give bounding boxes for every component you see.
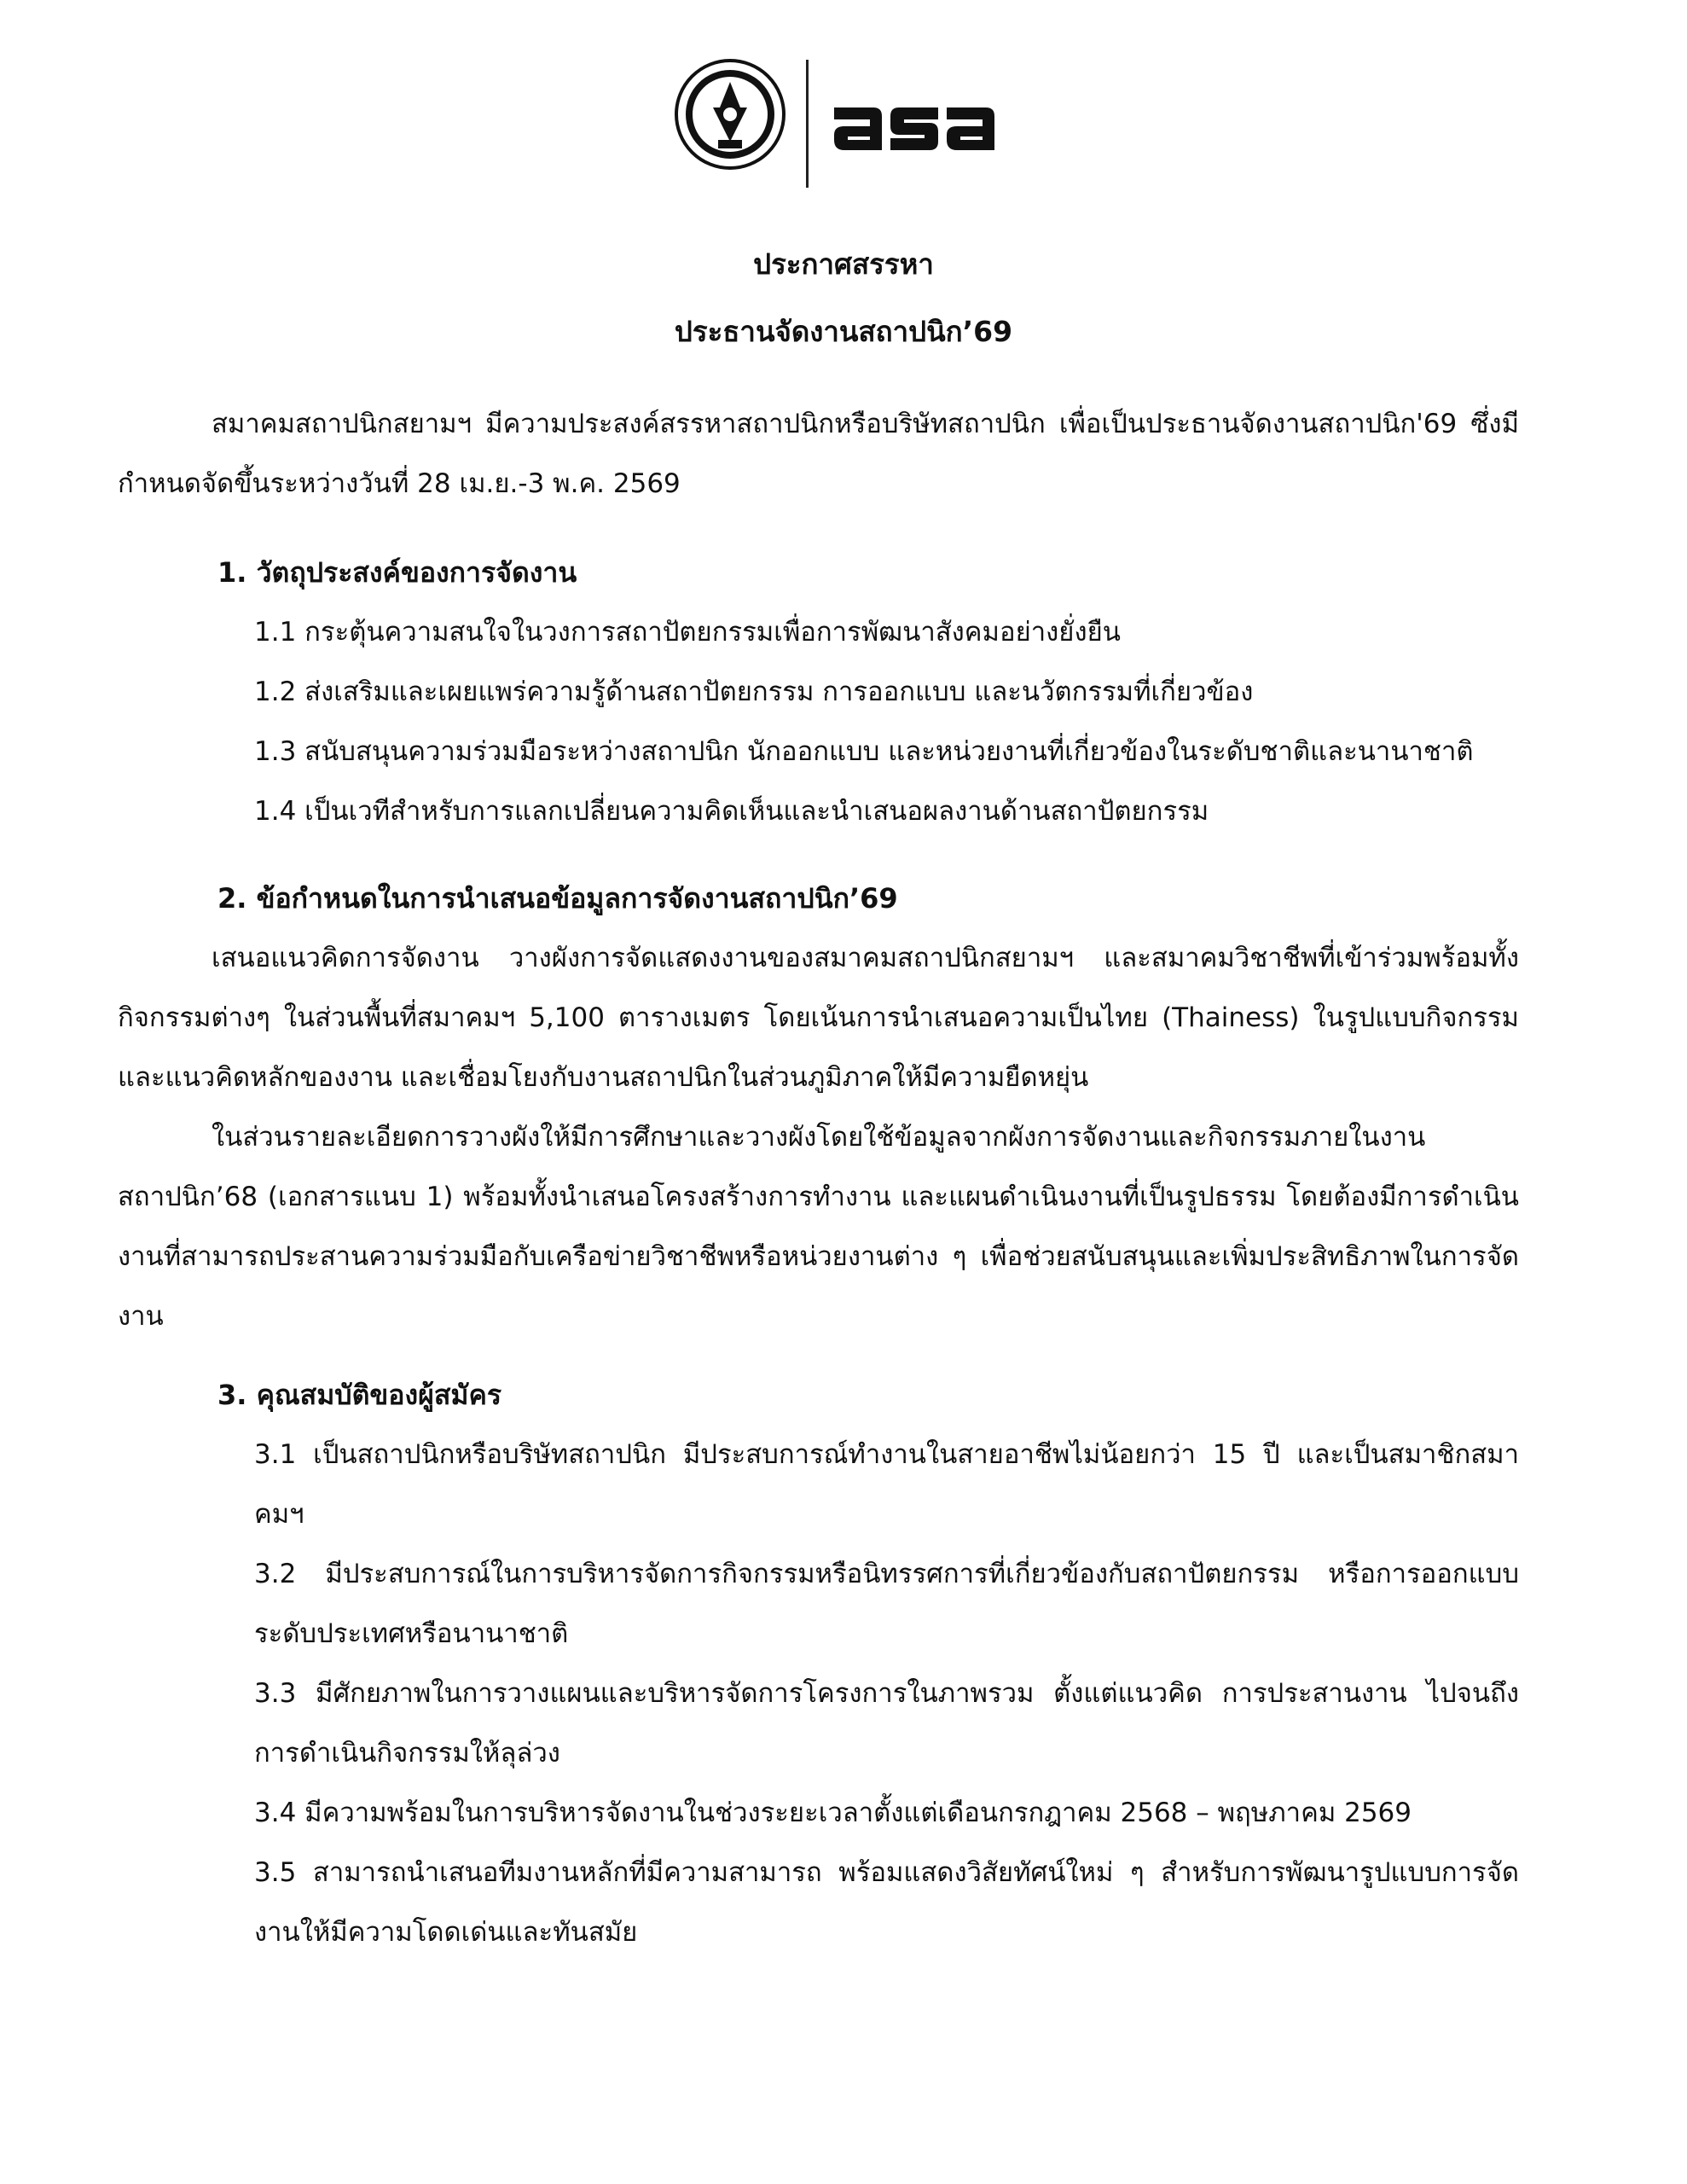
section1-heading: 1. วัตถุประสงค์ของการจัดงาน bbox=[217, 556, 577, 589]
section2-heading: 2. ข้อกำหนดในการนำเสนอข้อมูลการจัดงานสถาปนิก’69 bbox=[217, 882, 898, 915]
section1-item: 1.1 กระตุ้นความสนใจในวงการสถาปัตยกรรมเพื่อการพัฒนาสังคมอย่างยั่งยืน bbox=[254, 617, 1121, 648]
section2-paragraph: เสนอแนวคิดการจัดงาน วางผังการจัดแสดงงานของสมาคมสถาปนิกสยามฯ และสมาคมวิชาชีพที่เข้าร่วมพร้อมทั้งกิจกรรมต่างๆ ในส่วนพื้นที่สมาคมฯ 5,100 ตารางเมตร โดยเน้นการนำเสนอความเป็นไทย (Thainess) ในรูปแบบกิจกรรมและแนวคิดหลักของงาน และเชื่อมโยงกับงานสถาปนิกในส่วนภูมิภาคให้มีความยืดหยุ่น bbox=[118, 943, 1519, 1093]
asa-wordmark-icon bbox=[829, 89, 1008, 157]
section3-item: 3.5 สามารถนำเสนอทีมงานหลักที่มีความสามารถ พร้อมแสดงวิสัยทัศน์ใหม่ ๆ สำหรับการพัฒนารูปแบบการจัดงานให้มีความโดดเด่นและทันสมัย bbox=[254, 1857, 1519, 1948]
intro-paragraph: สมาคมสถาปนิกสยามฯ มีความประสงค์สรรหาสถาปนิกหรือบริษัทสถาปนิก เพื่อเป็นประธานจัดงานสถาปนิก'69 ซึ่งมีกำหนดจัดขึ้นระหว่างวันที่ 28 เม.ย.-3 พ.ค. 2569 bbox=[118, 409, 1519, 499]
section1-item: 1.3 สนับสนุนความร่วมมือระหว่างสถาปนิก นักออกแบบ และหน่วยงานที่เกี่ยวข้องในระดับชาติและนานาชาติ bbox=[254, 736, 1474, 767]
section2-paragraph: ในส่วนรายละเอียดการวางผังให้มีการศึกษาและวางผังโดยใช้ข้อมูลจากผังการจัดงานและกิจกรรมภายในงานสถาปนิก’68 (เอกสารแนบ 1) พร้อมทั้งนำเสนอโครงสร้างการทำงาน และแผนดำเนินงานที่เป็นรูปธรรม โดยต้องมีการดำเนินงานที่สามารถประสานความร่วมมือกับเครือข่ายวิชาชีพหรือหน่วยงานต่าง ๆ เพื่อช่วยสนับสนุนและเพิ่มประสิทธิภาพในการจัดงาน bbox=[118, 1122, 1519, 1332]
announcement-subtitle: ประธานจัดงานสถาปนิก’69 bbox=[674, 315, 1013, 348]
section3-item: 3.3 มีศักยภาพในการวางแผนและบริหารจัดการโครงการในภาพรวม ตั้งแต่แนวคิด การประสานงาน ไปจนถึงการดำเนินกิจกรรมให้ลุล่วง bbox=[254, 1678, 1519, 1769]
section3-item: 3.1 เป็นสถาปนิกหรือบริษัทสถาปนิก มีประสบการณ์ทำงานในสายอาชีพไม่น้อยกว่า 15 ปี และเป็นสมาชิกสมาคมฯ bbox=[254, 1439, 1519, 1530]
asa-seal-icon bbox=[674, 58, 786, 171]
section1-item: 1.2 ส่งเสริมและเผยแพร่ความรู้ด้านสถาปัตยกรรม การออกแบบ และนวัตกรรมที่เกี่ยวข้อง bbox=[254, 677, 1254, 707]
section3-item: 3.4 มีความพร้อมในการบริหารจัดงานในช่วงระยะเวลาตั้งแต่เดือนกรกฎาคม 2568 – พฤษภาคม 2569 bbox=[254, 1798, 1412, 1828]
section3-heading: 3. คุณสมบัติของผู้สมัคร bbox=[217, 1379, 502, 1411]
section1-item: 1.4 เป็นเวทีสำหรับการแลกเปลี่ยนความคิดเห็นและนำเสนอผลงานด้านสถาปัตยกรรม bbox=[254, 796, 1209, 827]
announcement-title: ประกาศสรรหา bbox=[753, 247, 934, 281]
header-logo bbox=[674, 53, 1032, 198]
logo-divider bbox=[806, 60, 809, 188]
section3-item: 3.2 มีประสบการณ์ในการบริหารจัดการกิจกรรมหรือนิทรรศการที่เกี่ยวข้องกับสถาปัตยกรรม หรือการออกแบบระดับประเทศหรือนานาชาติ bbox=[254, 1559, 1519, 1649]
